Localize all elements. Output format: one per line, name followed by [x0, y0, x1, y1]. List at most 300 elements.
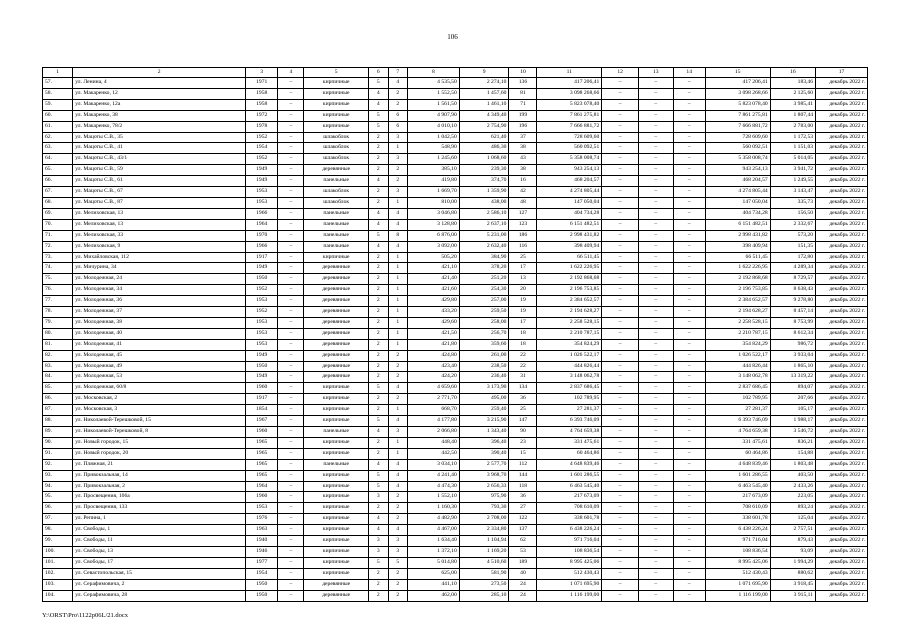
table-cell: 38: [509, 143, 537, 154]
table-cell: 879,43: [770, 536, 815, 547]
table-cell: 2: [369, 448, 388, 459]
table-cell: 4 764 659,38: [537, 427, 602, 438]
table-cell: 61.: [43, 121, 73, 132]
table-cell: 74.: [43, 263, 73, 274]
table-cell: 57.: [43, 78, 73, 89]
table-cell: 90.: [43, 437, 73, 448]
table-cell: ул. Молодежная, 40: [73, 328, 246, 339]
table-cell: 77.: [43, 296, 73, 307]
table-cell: –: [638, 99, 673, 110]
table-cell: –: [673, 546, 705, 557]
table-cell: 217 673,09: [705, 492, 770, 503]
table-cell: 20: [509, 285, 537, 296]
table-cell: 71: [509, 99, 537, 110]
table-cell: 625,00: [407, 568, 459, 579]
table-cell: 6 438 226,24: [537, 525, 602, 536]
table-cell: –: [673, 241, 705, 252]
table-cell: –: [673, 230, 705, 241]
table-cell: декабрь 2022 г.: [816, 187, 868, 198]
table-cell: 27 281,37: [537, 405, 602, 416]
table-cell: 5: [369, 470, 388, 481]
table-cell: –: [673, 536, 705, 547]
table-cell: ул. Новый городок, 15: [73, 437, 246, 448]
table-cell: –: [278, 154, 304, 165]
table-cell: 4: [369, 514, 388, 525]
table-cell: 4 648 839,46: [537, 459, 602, 470]
table-cell: 2: [369, 568, 388, 579]
table-cell: 16: [509, 176, 537, 187]
table-cell: –: [638, 143, 673, 154]
table-cell: 1 622 226,95: [537, 263, 602, 274]
table-cell: 2: [369, 361, 388, 372]
table-cell: 728 609,60: [537, 132, 602, 143]
table-cell: декабрь 2022 г.: [816, 328, 868, 339]
table-cell: 15: [509, 448, 537, 459]
table-cell: декабрь 2022 г.: [816, 557, 868, 568]
table-cell: 254,30: [459, 285, 509, 296]
table-cell: –: [278, 525, 304, 536]
table-cell: 1954: [246, 568, 278, 579]
table-cell: панельные: [304, 219, 369, 230]
table-cell: –: [673, 503, 705, 514]
table-cell: 548,90: [407, 143, 459, 154]
table-cell: 7 666 881,72: [705, 121, 770, 132]
table-cell: 354 824,29: [705, 339, 770, 350]
table-cell: кирпичные: [304, 99, 369, 110]
table-row: [43, 405, 868, 416]
table-cell: 1: [388, 274, 407, 285]
table-cell: –: [638, 579, 673, 590]
footer-file-path: Y:\ORST\Pro\1122p06L/21.docx: [42, 612, 129, 619]
table-cell: 444 826,44: [705, 361, 770, 372]
table-cell: декабрь 2022 г.: [816, 492, 868, 503]
table-cell: –: [602, 88, 639, 99]
table-cell: 3 034,10: [407, 459, 459, 470]
table-cell: –: [638, 448, 673, 459]
table-cell: 2: [369, 317, 388, 328]
table-cell: ул. Николаевой-Терешковой, 8: [73, 427, 246, 438]
table-cell: 2: [369, 328, 388, 339]
table-cell: –: [278, 317, 304, 328]
table-cell: 8 638,43: [770, 285, 815, 296]
table-cell: 88.: [43, 416, 73, 427]
table-cell: 1977: [246, 557, 278, 568]
table-cell: –: [638, 230, 673, 241]
table-cell: 31: [509, 372, 537, 383]
table-cell: 1 160,30: [407, 503, 459, 514]
table-cell: –: [602, 121, 639, 132]
table-cell: декабрь 2022 г.: [816, 405, 868, 416]
table-cell: деревянные: [304, 274, 369, 285]
table-cell: 69.: [43, 208, 73, 219]
table-cell: деревянные: [304, 285, 369, 296]
table-cell: 4: [369, 99, 388, 110]
table-cell: –: [602, 165, 639, 176]
table-row: [43, 285, 868, 296]
table-cell: 2 210 787,15: [705, 328, 770, 339]
table-cell: кирпичные: [304, 568, 369, 579]
table-cell: –: [638, 154, 673, 165]
table-cell: 102 789,95: [705, 394, 770, 405]
table-cell: 4: [369, 427, 388, 438]
table-row: [43, 88, 868, 99]
table-cell: 85.: [43, 383, 73, 394]
table-cell: 2 637,10: [459, 219, 509, 230]
table-cell: 429,60: [407, 317, 459, 328]
table-cell: –: [638, 307, 673, 318]
table-cell: 1 042,50: [407, 132, 459, 143]
table-cell: –: [673, 274, 705, 285]
table-cell: 75.: [43, 274, 73, 285]
table-cell: 1966: [246, 241, 278, 252]
table-cell: –: [638, 285, 673, 296]
table-cell: –: [673, 525, 705, 536]
table-cell: 4: [388, 481, 407, 492]
table-cell: 1 116 199,00: [537, 590, 602, 601]
table-cell: 3: [369, 546, 388, 557]
table-cell: 256,70: [459, 328, 509, 339]
table-cell: 2: [369, 187, 388, 198]
table-row: [43, 416, 868, 427]
table-cell: 1 634,40: [407, 536, 459, 547]
table-cell: 1960: [246, 427, 278, 438]
table-cell: деревянные: [304, 339, 369, 350]
table-cell: 4: [388, 470, 407, 481]
table-cell: 2: [388, 579, 407, 590]
table-cell: 103.: [43, 579, 73, 590]
table-cell: 95.: [43, 492, 73, 503]
table-cell: 433,20: [407, 307, 459, 318]
table-cell: ул. Молодежная, 37: [73, 307, 246, 318]
table-cell: 1966: [246, 208, 278, 219]
table-cell: 4 274 805,44: [537, 187, 602, 198]
table-cell: –: [278, 252, 304, 263]
table-cell: 1 343,40: [459, 427, 509, 438]
table-cell: 943 254,13: [537, 165, 602, 176]
table-cell: деревянные: [304, 328, 369, 339]
table-cell: 404 734,28: [537, 208, 602, 219]
page-number: 106: [447, 33, 458, 41]
table-cell: 4: [388, 219, 407, 230]
table-cell: 285,10: [459, 590, 509, 601]
table-cell: 3 098 268,66: [537, 88, 602, 99]
table-cell: 73.: [43, 252, 73, 263]
table-cell: 421,80: [407, 339, 459, 350]
table-cell: 421,60: [407, 285, 459, 296]
table-cell: –: [602, 143, 639, 154]
table-cell: 1953: [246, 317, 278, 328]
table-row: [43, 492, 868, 503]
table-cell: 1953: [246, 503, 278, 514]
table-cell: декабрь 2022 г.: [816, 536, 868, 547]
table-cell: –: [602, 339, 639, 350]
table-row: [43, 197, 868, 208]
table-cell: 4: [369, 176, 388, 187]
table-cell: –: [278, 121, 304, 132]
table-cell: –: [638, 536, 673, 547]
table-cell: 76.: [43, 285, 73, 296]
table-row: [43, 427, 868, 438]
table-cell: 4 349,40: [459, 110, 509, 121]
table-cell: 6: [388, 110, 407, 121]
table-cell: 6 393 746,09: [537, 416, 602, 427]
table-cell: –: [638, 121, 673, 132]
table-cell: 62.: [43, 132, 73, 143]
table-cell: кирпичные: [304, 78, 369, 89]
table-cell: –: [638, 394, 673, 405]
table-cell: декабрь 2022 г.: [816, 88, 868, 99]
table-cell: –: [278, 448, 304, 459]
header-cell: 11: [537, 68, 602, 78]
table-cell: 4 474,30: [407, 481, 459, 492]
table-cell: –: [602, 132, 639, 143]
table-row: [43, 252, 868, 263]
table-cell: 1960: [246, 383, 278, 394]
table-cell: –: [602, 187, 639, 198]
table-cell: 5 014,80: [407, 557, 459, 568]
table-cell: ул. Свободы, 11: [73, 536, 246, 547]
table-cell: ул. Мелиховская, 9: [73, 241, 246, 252]
table-cell: 2: [369, 132, 388, 143]
table-cell: 943 254,13: [705, 165, 770, 176]
table-cell: деревянные: [304, 579, 369, 590]
header-cell: 12: [602, 68, 639, 78]
table-cell: –: [278, 99, 304, 110]
table-cell: деревянные: [304, 307, 369, 318]
table-cell: –: [278, 110, 304, 121]
table-cell: 147 050,04: [705, 197, 770, 208]
table-cell: 1: [388, 252, 407, 263]
table-cell: 258,00: [459, 317, 509, 328]
table-cell: декабрь 2022 г.: [816, 361, 868, 372]
table-cell: –: [673, 110, 705, 121]
table-cell: 2 274,10: [459, 78, 509, 89]
table-cell: 64.: [43, 154, 73, 165]
table-cell: 151,35: [770, 241, 815, 252]
table-cell: 1940: [246, 536, 278, 547]
table-cell: 1976: [246, 514, 278, 525]
table-cell: 6 463 545,40: [537, 481, 602, 492]
table-cell: 1917: [246, 394, 278, 405]
table-cell: 4: [388, 208, 407, 219]
table-cell: 4 482,90: [407, 514, 459, 525]
table-cell: –: [278, 197, 304, 208]
table-cell: 2: [369, 579, 388, 590]
table-cell: 23: [509, 437, 537, 448]
table-cell: 147 050,04: [537, 197, 602, 208]
table-cell: 2 783,00: [770, 121, 815, 132]
table-cell: 1 071 695,90: [537, 579, 602, 590]
table-cell: 581,90: [459, 568, 509, 579]
table-cell: –: [278, 459, 304, 470]
table-cell: 495,00: [459, 394, 509, 405]
table-cell: 19: [509, 307, 537, 318]
table-cell: 81.: [43, 339, 73, 350]
table-cell: 97.: [43, 514, 73, 525]
table-cell: –: [638, 328, 673, 339]
table-cell: 468 204,57: [537, 176, 602, 187]
table-cell: 810,00: [407, 197, 459, 208]
table-cell: 1952: [246, 285, 278, 296]
table-cell: 19: [509, 296, 537, 307]
table-cell: –: [638, 503, 673, 514]
table-cell: –: [602, 241, 639, 252]
table-cell: 22: [509, 361, 537, 372]
table-cell: –: [673, 448, 705, 459]
table-cell: ул. Мацоты С.В., 41: [73, 143, 246, 154]
table-cell: кирпичные: [304, 557, 369, 568]
table-cell: 2 433,26: [770, 481, 815, 492]
table-cell: 468 204,57: [705, 176, 770, 187]
table-cell: кирпичные: [304, 448, 369, 459]
table-cell: кирпичные: [304, 383, 369, 394]
table-cell: декабрь 2022 г.: [816, 470, 868, 481]
table-cell: 261,00: [459, 350, 509, 361]
table-cell: –: [602, 197, 639, 208]
table-row: [43, 99, 868, 110]
table-cell: 3: [369, 492, 388, 503]
table-cell: 1952: [246, 154, 278, 165]
table-cell: 92.: [43, 459, 73, 470]
table-cell: 2: [388, 492, 407, 503]
table-cell: 4 274 805,44: [705, 187, 770, 198]
table-cell: –: [602, 437, 639, 448]
table-cell: 2 258 528,15: [705, 317, 770, 328]
table-cell: ул. Молодежная, 38: [73, 317, 246, 328]
table-cell: 223,05: [770, 492, 815, 503]
table-cell: 137: [509, 525, 537, 536]
table-cell: –: [638, 492, 673, 503]
table-cell: 3: [388, 187, 407, 198]
table-cell: 880,62: [770, 568, 815, 579]
table-cell: 239,30: [459, 165, 509, 176]
table-cell: декабрь 2022 г.: [816, 514, 868, 525]
table-cell: 186: [509, 230, 537, 241]
table-cell: 1953: [246, 296, 278, 307]
table-cell: –: [602, 536, 639, 547]
table-cell: 60 464,86: [537, 448, 602, 459]
table-cell: 5 823 078,40: [537, 99, 602, 110]
table-cell: –: [638, 252, 673, 263]
table-cell: 156,50: [770, 208, 815, 219]
table-cell: –: [638, 296, 673, 307]
table-cell: 259,40: [459, 405, 509, 416]
table-cell: ул. Московская, 3: [73, 405, 246, 416]
table-cell: –: [638, 165, 673, 176]
table-cell: 5: [369, 121, 388, 132]
table-cell: –: [638, 372, 673, 383]
table-cell: ул. Макаренко, 12а: [73, 99, 246, 110]
table-cell: 338 601,78: [537, 514, 602, 525]
table-cell: ул. Молодежная, 49: [73, 361, 246, 372]
table-cell: 5 823 078,40: [705, 99, 770, 110]
table-cell: ул. Мелиховская, 13: [73, 208, 246, 219]
table-cell: деревянные: [304, 296, 369, 307]
table-row: [43, 514, 868, 525]
table-cell: 63.: [43, 143, 73, 154]
header-cell: 5: [304, 68, 369, 78]
table-cell: –: [278, 427, 304, 438]
table-cell: ул. Мелиховская, 13: [73, 219, 246, 230]
table-cell: 398 409,94: [705, 241, 770, 252]
table-cell: декабрь 2022 г.: [816, 285, 868, 296]
table-cell: –: [638, 405, 673, 416]
table-cell: 4 467,00: [407, 525, 459, 536]
table-row: [43, 154, 868, 165]
table-cell: –: [638, 339, 673, 350]
table-cell: 3: [388, 427, 407, 438]
table-cell: кирпичные: [304, 88, 369, 99]
table-cell: 1 865,10: [770, 361, 815, 372]
table-cell: –: [602, 296, 639, 307]
table-cell: 4 177,80: [407, 416, 459, 427]
table-cell: –: [638, 78, 673, 89]
table-cell: 421,50: [407, 328, 459, 339]
table-cell: –: [278, 361, 304, 372]
table-cell: 2 196 753,85: [537, 285, 602, 296]
table-cell: деревянные: [304, 361, 369, 372]
table-cell: 108 836,54: [537, 546, 602, 557]
table-cell: 1: [388, 317, 407, 328]
table-cell: –: [602, 557, 639, 568]
table-cell: декабрь 2022 г.: [816, 230, 868, 241]
table-cell: 108 836,54: [705, 546, 770, 557]
table-cell: 8 457,14: [770, 307, 815, 318]
table-cell: кирпичные: [304, 437, 369, 448]
table-row: [43, 546, 868, 557]
table-cell: 4: [388, 459, 407, 470]
table-cell: 893,24: [770, 503, 815, 514]
table-cell: 708 610,09: [705, 503, 770, 514]
table-cell: 13 319,22: [770, 372, 815, 383]
table-cell: ул. Мичурина, 34: [73, 263, 246, 274]
table-cell: –: [278, 187, 304, 198]
table-cell: 1965: [246, 448, 278, 459]
table-cell: 7 861 275,81: [537, 110, 602, 121]
table-cell: 101.: [43, 557, 73, 568]
table-cell: 971 716,04: [705, 536, 770, 547]
table-cell: 417 206,41: [537, 78, 602, 89]
table-cell: 3 915,11: [770, 590, 815, 601]
table-cell: кирпичные: [304, 546, 369, 557]
table-cell: 3: [388, 536, 407, 547]
table-cell: –: [673, 459, 705, 470]
table-cell: 98.: [43, 525, 73, 536]
header-cell: 3: [246, 68, 278, 78]
table-cell: 2 708,00: [459, 514, 509, 525]
table-cell: 3: [388, 546, 407, 557]
table-cell: 2 586,10: [459, 208, 509, 219]
table-cell: 27: [509, 503, 537, 514]
table-cell: 84.: [43, 372, 73, 383]
table-cell: 404 734,28: [705, 208, 770, 219]
table-cell: 4 510,60: [459, 557, 509, 568]
table-cell: –: [673, 154, 705, 165]
table-row: [43, 110, 868, 121]
table-cell: 6 151 482,51: [705, 219, 770, 230]
table-cell: 4 241,40: [407, 470, 459, 481]
table-cell: 1 359,90: [459, 187, 509, 198]
table-cell: 668,70: [407, 405, 459, 416]
table-cell: –: [278, 165, 304, 176]
table-cell: –: [278, 416, 304, 427]
table-cell: ул. Севастопольская, 15: [73, 568, 246, 579]
table-cell: панельные: [304, 241, 369, 252]
table-cell: 5: [369, 481, 388, 492]
table-cell: декабрь 2022 г.: [816, 350, 868, 361]
table-cell: –: [278, 296, 304, 307]
table-cell: 441,10: [407, 579, 459, 590]
